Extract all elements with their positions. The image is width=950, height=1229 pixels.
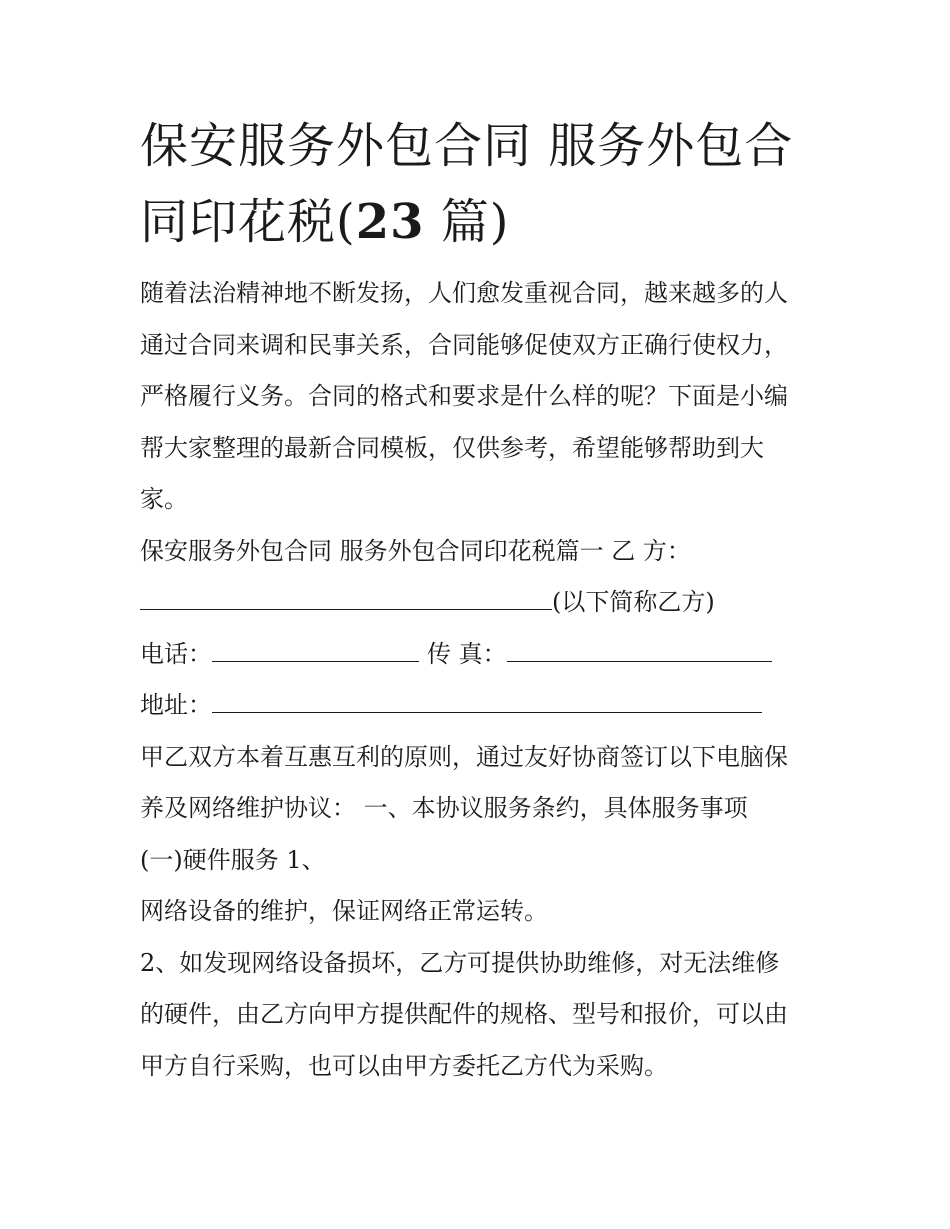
title-line-2-number: 23 bbox=[355, 194, 425, 250]
fax-blank bbox=[507, 637, 772, 662]
section-heading: 保安服务外包合同 服务外包合同印花税篇一 乙 方： bbox=[140, 536, 691, 565]
intro-line-5: 家。 bbox=[140, 485, 188, 513]
agreement-line-2: 养及网络维护协议： 一、本协议服务条约，具体服务事项 bbox=[140, 794, 748, 822]
agreement-line-1: 甲乙双方本着互惠互利的原则，通过友好协商签订以下电脑保 bbox=[140, 742, 788, 771]
intro-line-1: 随着法治精神地不断发扬，人们愈发重视合同，越来越多的人 bbox=[140, 279, 788, 307]
document-title bbox=[140, 108, 820, 260]
fax-label: 传 真： bbox=[427, 639, 507, 668]
item2-line-1: 2、如发现网络设备损坏，乙方可提供协助维修，对无法维修 bbox=[140, 948, 780, 977]
address-blank bbox=[212, 688, 762, 713]
party-b-line bbox=[140, 577, 820, 629]
party-b-blank bbox=[140, 585, 552, 610]
title-line-1: 保安服务外包合同 服务外包合 bbox=[140, 118, 794, 174]
intro-line-4: 帮大家整理的最新合同模板，仅供参考，希望能够帮助到大 bbox=[140, 433, 764, 462]
title-line-2-post: 篇) bbox=[424, 194, 510, 250]
intro-line-3: 严格履行义务。合同的格式和要求是什么样的呢？下面是小编 bbox=[140, 382, 788, 410]
item2-line-2: 的硬件，由乙方向甲方提供配件的规格、型号和报价，可以由 bbox=[140, 1000, 788, 1028]
phone-blank bbox=[212, 637, 419, 662]
item2-line-3: 甲方自行采购，也可以由甲方委托乙方代为采购。 bbox=[140, 1051, 668, 1080]
phone-label: 电话： bbox=[140, 639, 212, 668]
document-page bbox=[140, 108, 820, 1092]
address-line bbox=[140, 680, 820, 732]
hardware-heading: (一)硬件服务 1、 bbox=[140, 845, 326, 874]
contact-line bbox=[140, 629, 820, 681]
party-b-suffix: (以下简称乙方) bbox=[552, 588, 715, 616]
address-label: 地址： bbox=[140, 691, 212, 719]
network-maintenance-line: 网络设备的维护，保证网络正常运转。 bbox=[140, 897, 548, 925]
title-line-2-pre: 同印花税( bbox=[140, 194, 356, 250]
intro-line-2: 通过合同来调和民事关系，合同能够促使双方正确行使权力， bbox=[140, 330, 788, 359]
